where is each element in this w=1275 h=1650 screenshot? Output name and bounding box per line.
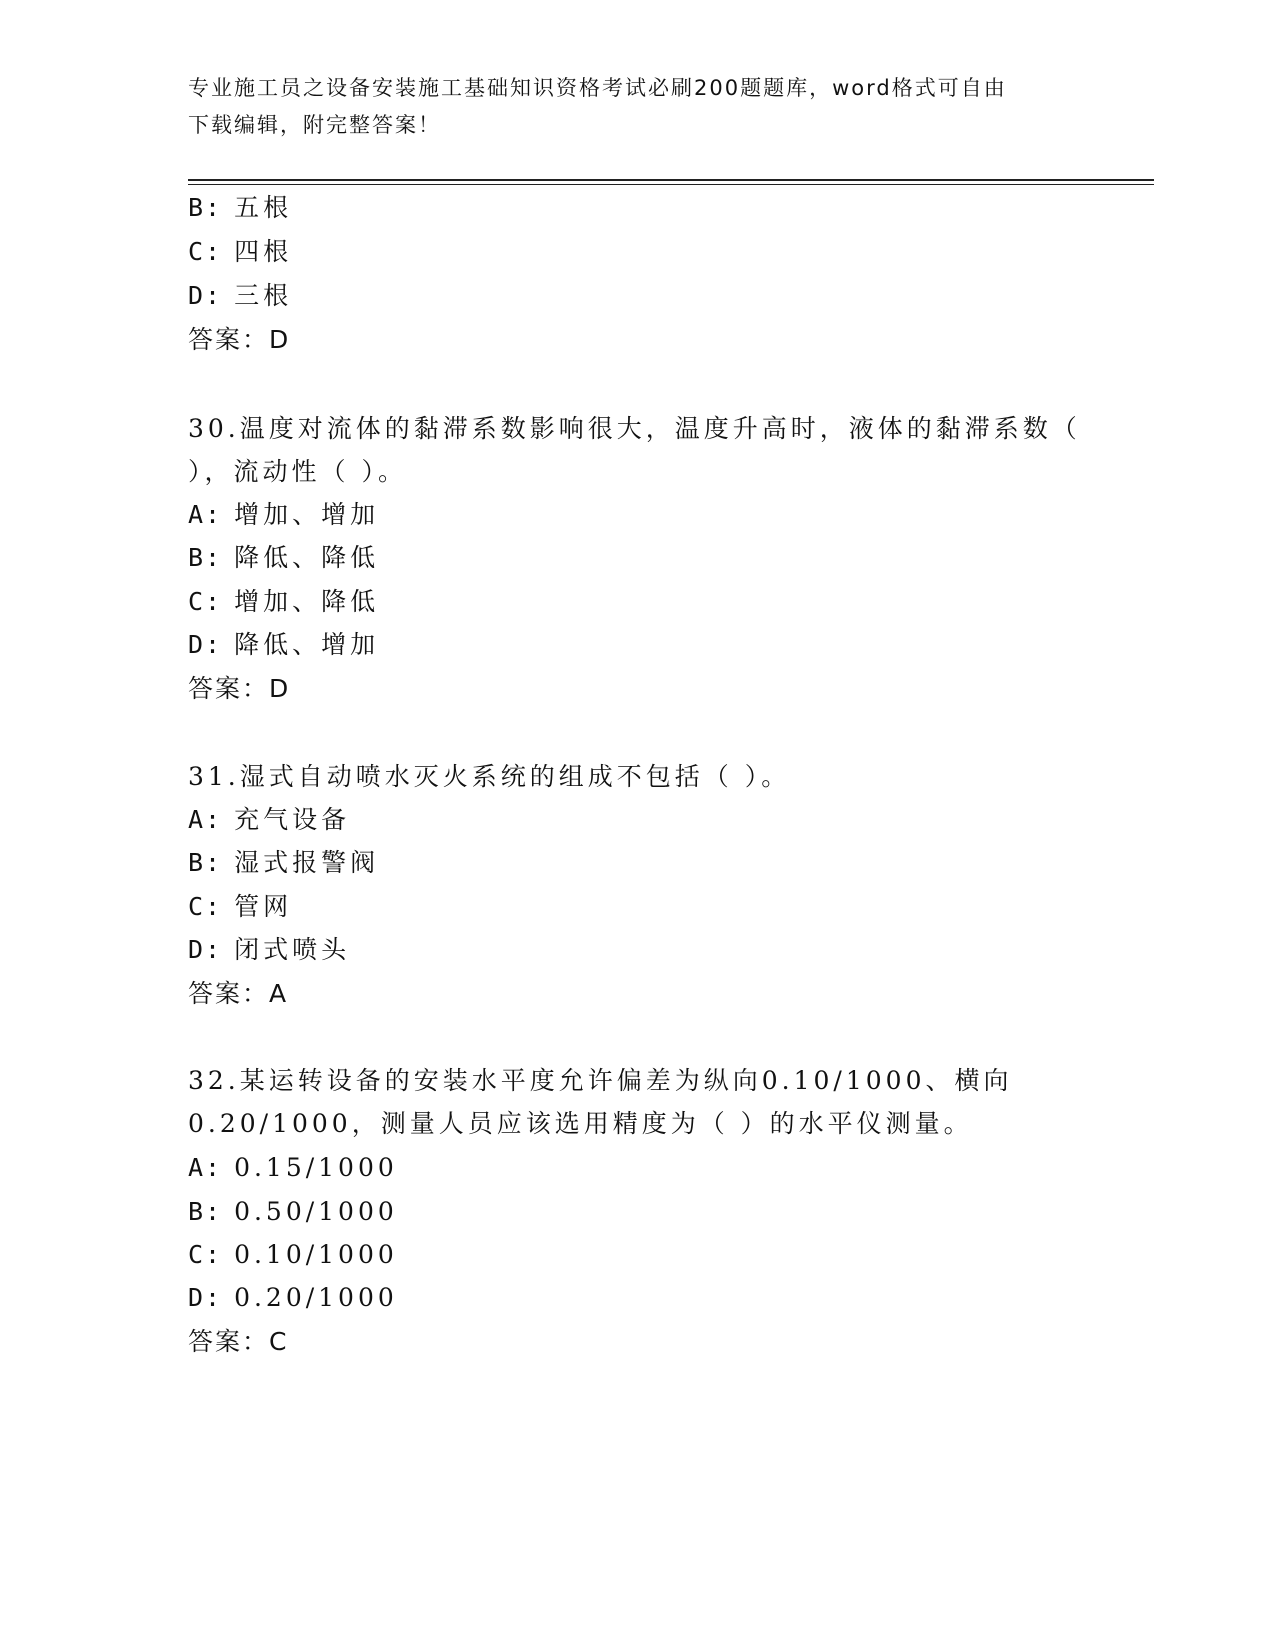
option-d: D: 三根	[188, 281, 293, 310]
question-32-option-a: A: 0.15/1000	[188, 1153, 398, 1182]
header-line-1: 专业施工员之设备安装施工基础知识资格考试必刷200题题库，word格式可自由	[188, 76, 1007, 100]
question-30-stem-line-1: 30.温度对流体的黏滞系数影响很大，温度升高时，液体的黏滞系数（	[188, 414, 1081, 443]
question-31-option-b: B: 湿式报警阀	[188, 848, 380, 877]
question-30-answer: 答案：D	[188, 674, 291, 703]
question-30-stem-line-2: ），流动性（ ）。	[188, 457, 407, 486]
header-line-2: 下载编辑，附完整答案！	[188, 113, 441, 137]
option-b: B: 五根	[188, 193, 293, 222]
question-30-option-a: A: 增加、增加	[188, 500, 380, 529]
question-32-option-b: B: 0.50/1000	[188, 1197, 398, 1226]
question-30-option-c: C: 增加、降低	[188, 587, 380, 616]
question-31-option-a: A: 充气设备	[188, 805, 351, 834]
header-divider	[188, 179, 1154, 181]
question-30-option-d: D: 降低、增加	[188, 630, 380, 659]
question-31-option-d: D: 闭式喷头	[188, 935, 351, 964]
question-30-option-b: B: 降低、降低	[188, 543, 380, 572]
question-32-option-c: C: 0.10/1000	[188, 1240, 398, 1269]
document-header	[188, 70, 1068, 144]
header-divider-thin	[188, 184, 1154, 185]
question-32-stem-line-2: 0.20/1000，测量人员应该选用精度为（ ）的水平仪测量。	[188, 1109, 973, 1138]
question-31-answer: 答案：A	[188, 979, 289, 1008]
answer-line: 答案：D	[188, 325, 291, 354]
question-32-option-d: D: 0.20/1000	[188, 1283, 398, 1312]
question-31-option-c: C: 管网	[188, 892, 293, 921]
question-32-answer: 答案：C	[188, 1327, 289, 1356]
question-31-stem-line-1: 31.湿式自动喷水灭火系统的组成不包括（ ）。	[188, 762, 791, 791]
question-32-stem-line-1: 32.某运转设备的安装水平度允许偏差为纵向0.10/1000、横向	[188, 1066, 1013, 1095]
option-c: C: 四根	[188, 237, 293, 266]
